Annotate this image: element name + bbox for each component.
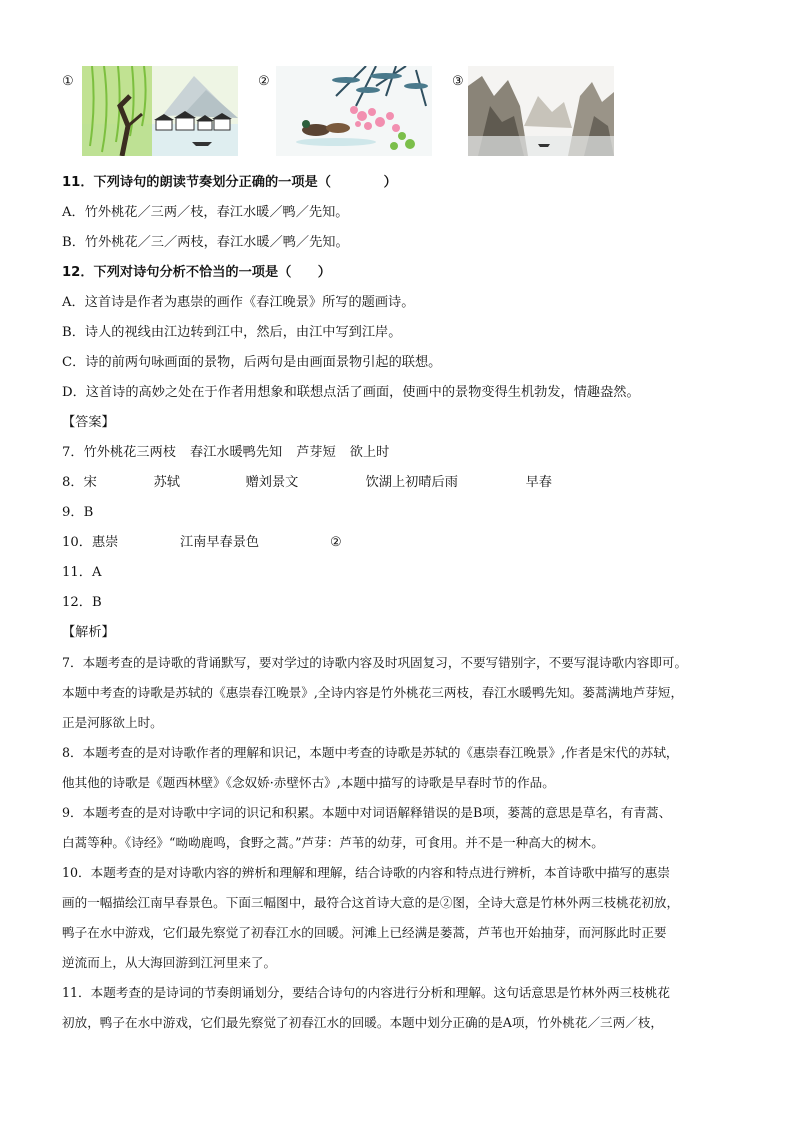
analysis-line: 正是河豚欲上时。: [62, 715, 163, 730]
question-12-stem: 12．下列对诗句分析不恰当的一项是（ ）: [62, 265, 331, 280]
illustration-row: [62, 66, 622, 160]
question-12-option-b: B．诗人的视线由江边转到江中，然后，由江中写到江岸。: [62, 325, 402, 340]
analysis-line: 鸭子在水中游戏，它们最先察觉了初春江水的回暖。河滩上已经满是蒌蒿，芦苇也开始抽芽，而河豚此时正要: [62, 925, 667, 940]
analysis-line: 10．本题考查的是对诗歌内容的辨析和理解和理解，结合诗歌的内容和特点进行辨析，本首诗歌中描写的惠崇: [62, 865, 670, 880]
mountain-river-painting: [468, 66, 614, 156]
answer-part: 芦芽短: [296, 445, 336, 460]
question-12-option-c: C．诗的前两句咏画面的景物，后两句是由画面景物引起的联想。: [62, 355, 442, 370]
question-12-option-a: A．这首诗是作者为惠崇的画作《春江晚景》所写的题画诗。: [62, 295, 415, 310]
analysis-line: 7．本题考查的是诗歌的背诵默写，要对学过的诗歌内容及时巩固复习，不要写错别字，不要写混诗歌内容即可。: [62, 655, 688, 670]
analysis-line: 8．本题考查的是对诗歌作者的理解和识记，本题中考查的诗歌是苏轼的《惠崇春江晚景》,作者是宋代的苏轼，: [62, 745, 679, 760]
answer-9: 9．B: [62, 505, 94, 520]
answer-8: [62, 468, 742, 498]
answer-part: 春江水暖鸭先知: [189, 445, 283, 460]
answer-10: [62, 528, 742, 558]
answer-part: 苏轼: [153, 475, 180, 490]
answer-number: 7．: [62, 445, 84, 460]
analysis-heading: 【解析】: [62, 625, 115, 640]
analysis-line: 11．本题考查的是诗词的节奏朗诵划分，要结合诗句的内容进行分析和理解。这句话意思是竹林外两三枝桃花: [62, 985, 670, 1000]
answer-12: 12．B: [62, 595, 102, 610]
answer-part: 早春: [525, 475, 552, 490]
willow-village-painting: [82, 66, 238, 156]
document-body: [62, 168, 742, 1038]
analysis-line: 逆流而上，从大海回游到江河里来了。: [62, 955, 277, 970]
answer-part: 江南早春景色: [179, 535, 260, 550]
analysis-line: 画的一幅描绘江南早春景色。下面三幅图中，最符合这首诗大意的是②图，全诗大意是竹林外两三枝桃花初放，: [62, 895, 680, 910]
answer-11: 11．A: [62, 565, 102, 580]
answer-number: 8．: [62, 475, 84, 490]
answer-part: 竹外桃花三两枝: [83, 445, 176, 460]
analysis-line: 9．本题考查的是对诗歌中字词的识记和积累。本题中对词语解释错误的是B项，蒌蒿的意思是草名，有青蒿、: [62, 805, 672, 820]
answer-part: ②: [329, 535, 342, 550]
analysis-line: 本题中考查的诗歌是苏轼的《惠崇春江晚景》,全诗内容是竹外桃花三两枝，春江水暖鸭先知。蒌蒿满地芦芽短，: [62, 685, 684, 700]
answer-number: 10．: [62, 535, 92, 550]
peach-blossom-ducks-painting: [276, 66, 432, 156]
analysis-line: 白蒿等种。《诗经》“呦呦鹿鸣，食野之蒿。”芦芽：芦苇的幼芽，可食用。并不是一种高大的树木。: [62, 835, 604, 850]
answer-heading: 【答案】: [62, 415, 115, 430]
answer-part: 饮湖上初晴后雨: [365, 475, 458, 490]
illustration-3-number: ③: [452, 74, 464, 89]
answer-part: 欲上时: [349, 445, 390, 460]
question-11-option-b: B．竹外桃花／三／两枝，春江水暖／鸭／先知。: [62, 235, 349, 250]
illustration-2-number: ②: [258, 74, 270, 89]
answer-7: [62, 438, 742, 468]
answer-part: 赠刘景文: [245, 475, 299, 490]
illustration-1-number: ①: [62, 74, 74, 89]
answer-part: 宋: [83, 475, 97, 490]
analysis-line: 初放，鸭子在水中游戏，它们最先察觉了初春江水的回暖。本题中划分正确的是A项，竹外桃花／三两／枝，: [62, 1015, 664, 1030]
question-11-option-a: A．竹外桃花／三两／枝，春江水暖／鸭／先知。: [62, 205, 349, 220]
analysis-line: 他其他的诗歌是《题西林壁》《念奴娇·赤壁怀古》,本题中描写的诗歌是早春时节的作品。: [62, 775, 555, 790]
question-12-option-d: D．这首诗的高妙之处在于作者用想象和联想点活了画面，使画中的景物变得生机勃发，情趣盎然。: [62, 385, 640, 400]
question-11-stem: 11．下列诗句的朗读节奏划分正确的一项是（ ）: [62, 175, 397, 190]
answer-part: 惠崇: [91, 535, 119, 550]
